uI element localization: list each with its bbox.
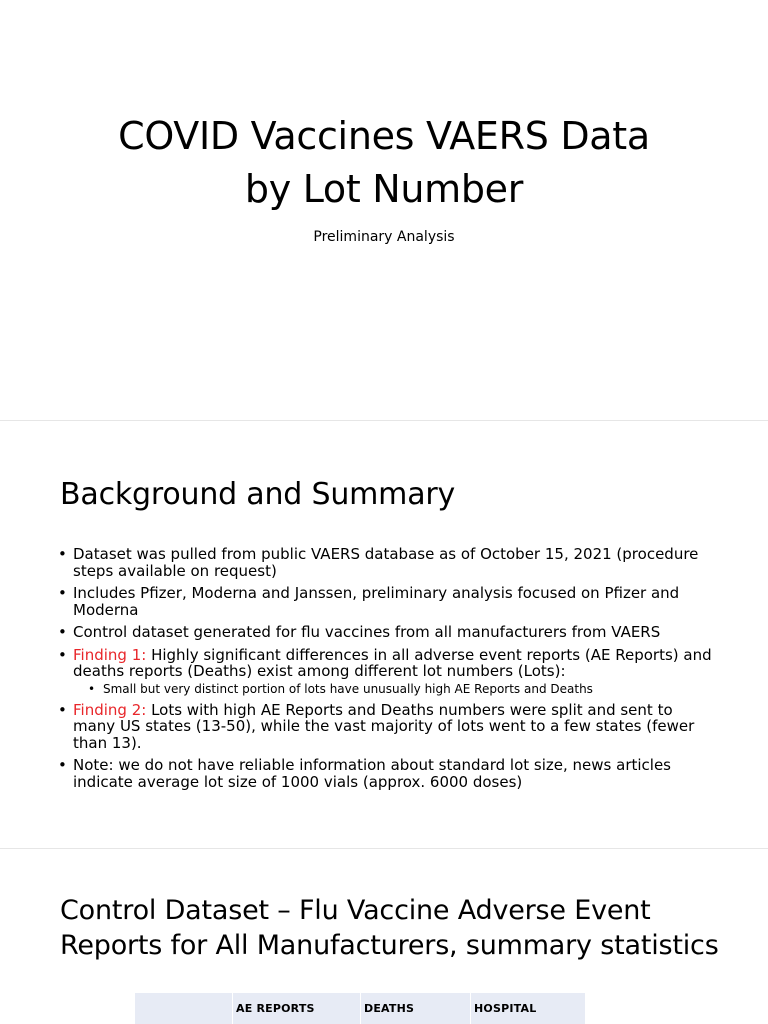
table-header-cell: DEATHS [360, 993, 470, 1024]
bullet-item: • Note: we do not have reliable information about standard lot size, news articles indicate average lot size of 1000 vials (approx. 6000 doses) [58, 757, 718, 790]
table-header-cell: HOSPITAL [470, 993, 585, 1024]
slide2-title: Background and Summary [60, 477, 456, 512]
slide1-title-line2: by Lot Number [244, 167, 524, 211]
summary-table [135, 993, 585, 1024]
finding-label: Finding 1: [73, 645, 147, 664]
bullet-item: • Includes Pfizer, Moderna and Janssen, preliminary analysis focused on Pfizer and Moderna [58, 585, 718, 618]
slide1-title-line1: COVID Vaccines VAERS Data [118, 114, 650, 158]
slide-divider [0, 420, 768, 421]
slide3-title-line2: Reports for All Manufacturers, summary statistics [60, 930, 719, 961]
slide3-title-line1: Control Dataset – Flu Vaccine Adverse Event [60, 895, 651, 926]
summary-bullet-list [58, 546, 718, 796]
table-header-row [135, 993, 585, 1024]
bullet-item-finding1: • Finding 1: Highly significant differences in all adverse event reports (AE Reports) and deaths reports (Deaths) exist among different lot numbers (Lots): • Small but very distinct portion of lots have unusually high AE Reports and Deaths [58, 647, 718, 696]
table-header-cell [135, 993, 232, 1024]
sub-bullet-list [73, 682, 718, 696]
sub-bullet-item: • Small but very distinct portion of lots have unusually high AE Reports and Deaths [73, 682, 718, 696]
bullet-item: • Control dataset generated for flu vaccines from all manufacturers from VAERS [58, 624, 718, 641]
bullet-item: • Dataset was pulled from public VAERS database as of October 15, 2021 (procedure steps available on request) [58, 546, 718, 579]
slide1-subtitle: Preliminary Analysis [313, 229, 455, 245]
slide3-title [60, 893, 740, 963]
slide-divider [0, 848, 768, 849]
table-header-cell: AE REPORTS [232, 993, 360, 1024]
finding-label: Finding 2: [73, 700, 147, 719]
slide1-title [0, 110, 768, 216]
bullet-item-finding2: • Finding 2: Lots with high AE Reports and Deaths numbers were split and sent to many US states (13-50), while the vast majority of lots went to a few states (fewer than 13). [58, 702, 718, 752]
